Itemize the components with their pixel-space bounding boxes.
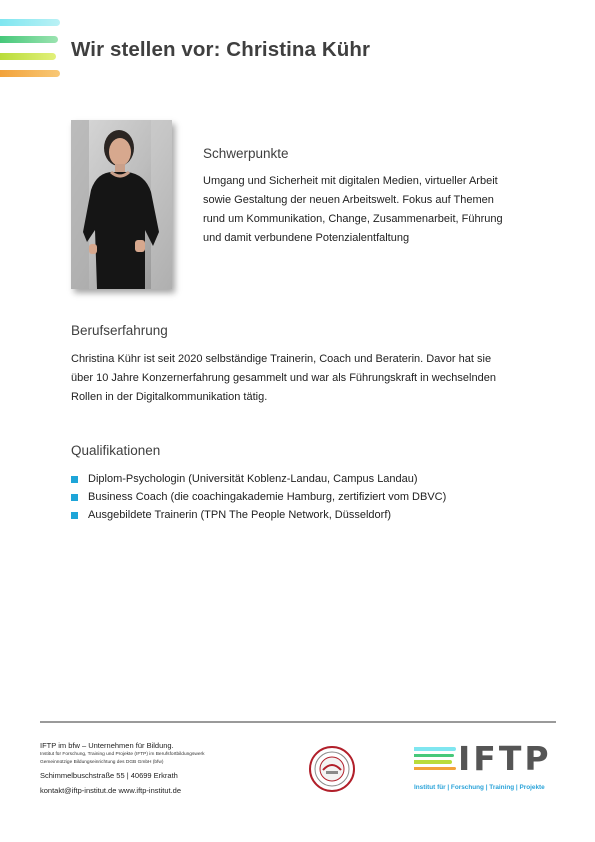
focus-heading: Schwerpunkte: [203, 146, 289, 161]
qualification-text: Ausgebildete Trainerin (TPN The People Network, Düsseldorf): [88, 509, 392, 521]
square-bullet-icon: [71, 476, 78, 483]
portrait-photo: [71, 120, 172, 289]
page-title: Wir stellen vor: Christina Kühr: [71, 38, 371, 61]
square-bullet-icon: [71, 494, 78, 501]
iftp-logo: [414, 739, 558, 795]
logo-stripes: [414, 747, 456, 773]
logo-tagline: Institut für | Forschung | Training | Projekte: [414, 784, 545, 791]
footer-institute-line: Institut für Forschung, Training und Projekte (IFTP) im Berufsfortbildungswerk: [40, 752, 205, 757]
logo-wordmark: IFTP: [458, 739, 552, 778]
experience-line: Rollen in der Digitalkommunikation tätig.: [71, 391, 268, 403]
decor-stripe-cyan: [0, 19, 60, 26]
footer-org-line: IFTP im bfw – Unternehmen für Bildung.: [40, 741, 174, 750]
certification-seal-icon: [309, 746, 355, 792]
logo-stripe: [414, 747, 456, 751]
footer-legal-line: Gemeinnützige Bildungseinrichtung des DGB GmbH (bfw): [40, 760, 164, 765]
decor-stripe-orange: [0, 70, 60, 77]
footer-address: Schimmelbuschstraße 55 | 40699 Erkrath: [40, 771, 178, 780]
list-item: [71, 488, 446, 506]
experience-line: Christina Kühr ist seit 2020 selbständige Trainerin, Coach und Beraterin. Davor hat sie: [71, 353, 492, 365]
footer-divider: [40, 721, 556, 723]
qualifications-heading: Qualifikationen: [71, 443, 161, 458]
square-bullet-icon: [71, 512, 78, 519]
list-item: [71, 506, 446, 524]
footer-contact[interactable]: kontakt@iftp-institut.de www.iftp-institut.de: [40, 786, 182, 795]
experience-text: [71, 350, 531, 407]
focus-line: Umgang und Sicherheit mit digitalen Medien, virtueller Arbeit: [203, 175, 498, 187]
focus-line: sowie Gestaltung der neuen Arbeitswelt. Fokus auf Themen: [203, 194, 494, 206]
focus-line: rund um Kommunikation, Change, Zusammenarbeit, Führung: [203, 213, 503, 225]
logo-stripe: [414, 754, 454, 758]
decor-stripe-lime: [0, 53, 56, 60]
qualification-text: Business Coach (die coachingakademie Hamburg, zertifiziert vom DBVC): [88, 491, 447, 503]
focus-line: und damit verbundene Potenzialentfaltung: [203, 232, 410, 244]
decor-stripe-green: [0, 36, 58, 43]
logo-stripe: [414, 760, 452, 764]
experience-line: über 10 Jahre Konzernerfahrung gesammelt und war als Führungskraft in wechselnden: [71, 372, 496, 384]
list-item: [71, 470, 446, 488]
qualifications-list: [71, 470, 446, 524]
focus-text: [203, 172, 528, 248]
logo-stripe: [414, 767, 456, 771]
qualification-text: Diplom-Psychologin (Universität Koblenz-Landau, Campus Landau): [88, 473, 418, 485]
footer-contact-block: [40, 740, 205, 796]
experience-heading: Berufserfahrung: [71, 323, 168, 338]
